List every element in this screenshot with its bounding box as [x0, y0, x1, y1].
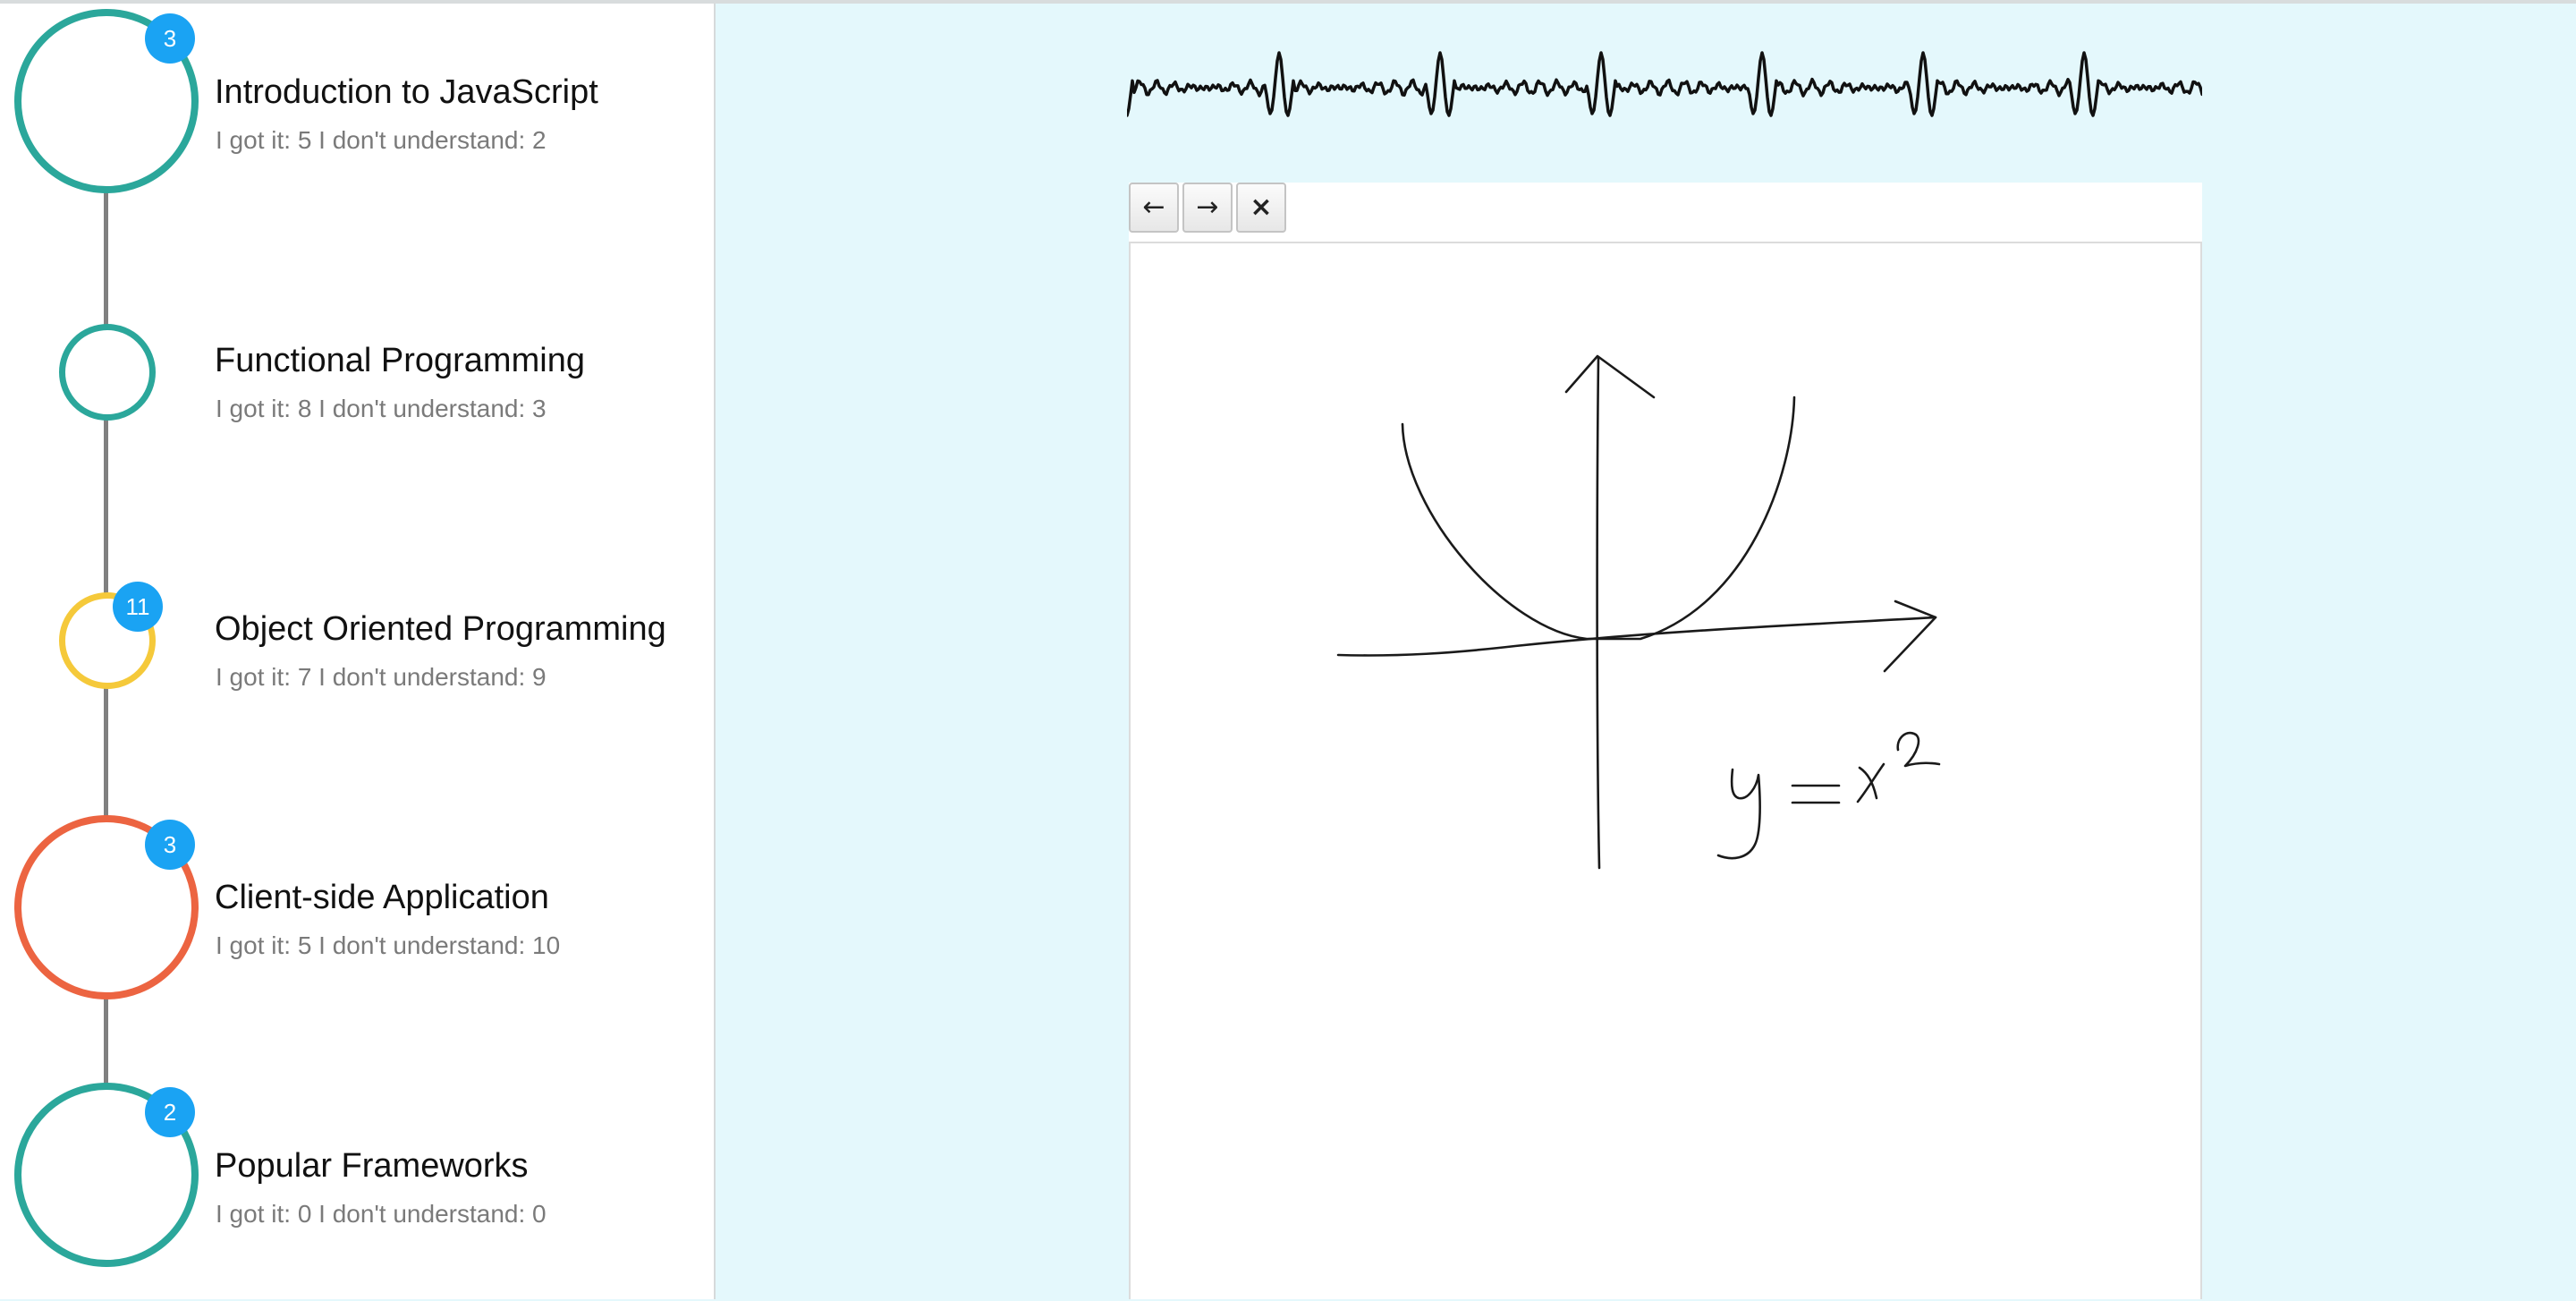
sketch-y-arrowhead — [1566, 356, 1654, 397]
timeline-connector — [104, 999, 108, 1088]
sketch-letter-y — [1718, 770, 1760, 858]
topic-badge: 2 — [145, 1087, 195, 1137]
topic-title[interactable]: Popular Frameworks — [215, 1147, 529, 1185]
whiteboard-canvas[interactable] — [1129, 242, 2202, 1299]
topic-node-ring[interactable] — [59, 324, 156, 421]
topic-title[interactable]: Introduction to JavaScript — [215, 73, 598, 111]
topic-badge: 3 — [145, 820, 195, 870]
topic-title[interactable]: Client-side Application — [215, 879, 549, 916]
topic-title[interactable]: Functional Programming — [215, 342, 585, 379]
waveform-line — [1127, 53, 2202, 115]
topic-stats: I got it: 5 I don't understand: 10 — [216, 931, 561, 959]
sketch-layer — [1131, 243, 2204, 1301]
topic-timeline-sidebar — [0, 4, 716, 1299]
clear-button[interactable]: × — [1236, 183, 1286, 233]
timeline-connector — [104, 687, 108, 821]
sketch-x-arrowhead — [1885, 601, 1936, 671]
sketch-exponent-2 — [1898, 733, 1939, 766]
audio-waveform[interactable] — [1127, 45, 2202, 143]
undo-button[interactable]: ← — [1129, 183, 1179, 233]
topic-stats: I got it: 7 I don't understand: 9 — [216, 663, 547, 691]
sketch-equals — [1792, 786, 1839, 803]
topic-badge: 3 — [145, 13, 195, 64]
timeline-connector — [104, 417, 108, 598]
sketch-letter-x — [1858, 764, 1884, 802]
topic-badge: 11 — [113, 582, 163, 632]
sketch-y-axis — [1597, 358, 1599, 868]
topic-stats: I got it: 8 I don't understand: 3 — [216, 395, 547, 422]
redo-button[interactable]: → — [1182, 183, 1233, 233]
sketch-x-axis — [1338, 617, 1936, 656]
whiteboard-toolbar — [1129, 183, 2202, 242]
topic-title[interactable]: Object Oriented Programming — [215, 610, 666, 648]
timeline-connector — [104, 191, 108, 327]
topic-stats: I got it: 0 I don't understand: 0 — [216, 1200, 547, 1228]
topic-stats: I got it: 5 I don't understand: 2 — [216, 126, 547, 154]
